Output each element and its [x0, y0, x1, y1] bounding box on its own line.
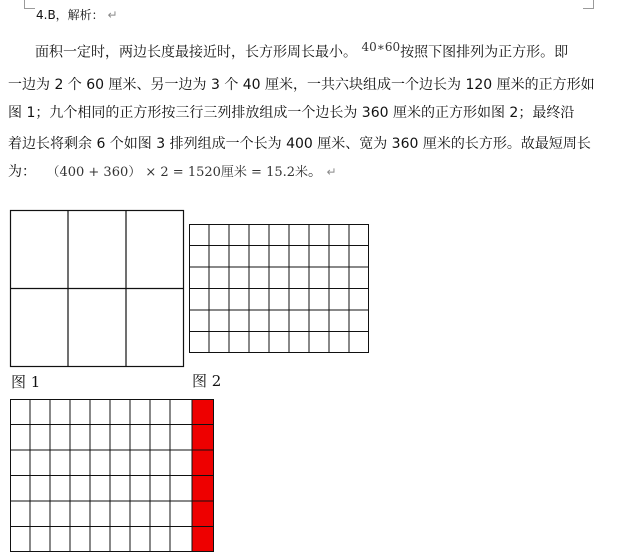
explanation-line-2	[8, 76, 595, 94]
explanation-line-4-text: 着边长将剩余 6 个如图 3 排列组成一个长为 400 厘米、宽为 360 厘米的长方形。故最短周长	[8, 136, 591, 152]
math-40-times-60: 40∗60	[361, 40, 401, 54]
explanation-line-3	[8, 104, 574, 122]
explanation-line-3-text: 图 1；九个相同的正方形按三行三列排放组成一个边长为 360 厘米的正方形如图 2；最终沿	[8, 105, 575, 121]
answer-header	[36, 6, 118, 24]
perimeter-formula: （400 + 360） × 2 = 1520厘米 = 15.2米	[46, 165, 309, 180]
answer-header-text: 4.B，解析：	[36, 8, 104, 22]
explanation-line-2-text: 一边为 2 个 60 厘米、另一边为 3 个 40 厘米，一共六块组成一个边长为 120 厘米的正方形如	[8, 77, 595, 93]
page-corner-mark-right	[583, 0, 594, 9]
figure-3-grid	[10, 399, 214, 552]
figure-1-label: 图 1	[11, 373, 41, 391]
explanation-line-5	[8, 163, 337, 182]
explanation-line-1-tail: 按照下图排列为正方形。即	[400, 44, 569, 61]
figure-1-grid	[10, 210, 184, 367]
figure-2-label: 图 2	[192, 372, 222, 390]
explanation-line-5-end: 。	[308, 164, 323, 180]
paragraph-mark: ↵	[107, 8, 118, 22]
explanation-line-1-text: 面积一定时，两边长度最接近时，长方形周长最小。	[35, 44, 357, 61]
page-corner-mark-left	[24, 0, 35, 9]
explanation-line-5-label: 为：	[8, 164, 36, 180]
explanation-line-4	[8, 135, 591, 153]
paragraph-mark: ↵	[326, 165, 337, 179]
explanation-line-1	[35, 38, 568, 62]
figure-2-grid	[189, 224, 369, 353]
